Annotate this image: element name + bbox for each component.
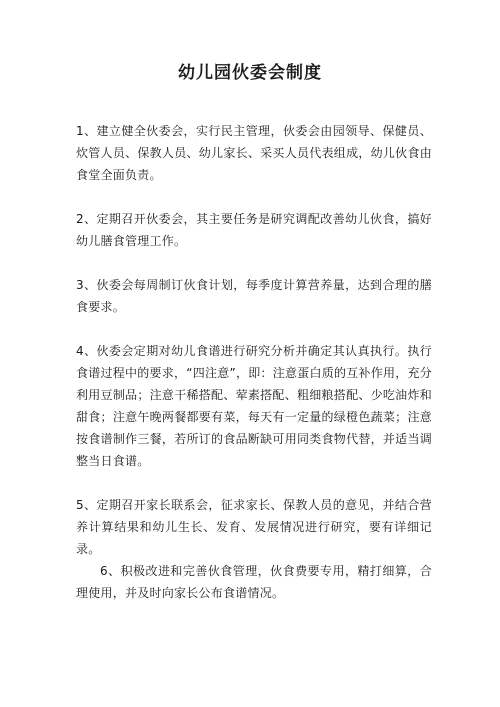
document-body — [76, 120, 432, 626]
document-title: 幼儿园伙委会制度 — [178, 63, 322, 83]
paragraph-4: 4、伙委会定期对幼儿食谱进行研究分析并确定其认真执行。执行食谱过程中的要求，“四注意”，即：注意蛋白质的互补作用，充分利用豆制品；注意干稀搭配、荤素搭配、粗细粮搭配、少吃油炸和甜食；注意午晚两餐都要有菜，每天有一定量的绿橙色蔬菜；注意按食谱制作三餐，若所订的食品断缺可用同类食物代替，并适当调整当日食谱。 — [76, 344, 432, 468]
paragraph-5: 5、定期召开家长联系会，征求家长、保教人员的意见，并结合营养计算结果和幼儿生长、发育、发展情况进行研究，要有详细记录。 — [76, 498, 432, 556]
paragraph-3: 3、伙委会每周制订伙食计划，每季度计算营养量，达到合理的膳食要求。 — [76, 278, 432, 314]
paragraph-2: 2、定期召开伙委会，其主要任务是研究调配改善幼儿伙食，搞好幼儿膳食管理工作。 — [76, 212, 432, 248]
paragraph-1: 1、建立健全伙委会，实行民主管理，伙委会由园领导、保健员、炊管人员、保教人员、幼儿家长、采买人员代表组成，幼儿伙食由食堂全面负责。 — [76, 124, 432, 182]
paragraph-6: 6、积极改进和完善伙食管理，伙食费要专用，精打细算，合理使用，并及时向家长公布食谱情况。 — [76, 564, 432, 600]
